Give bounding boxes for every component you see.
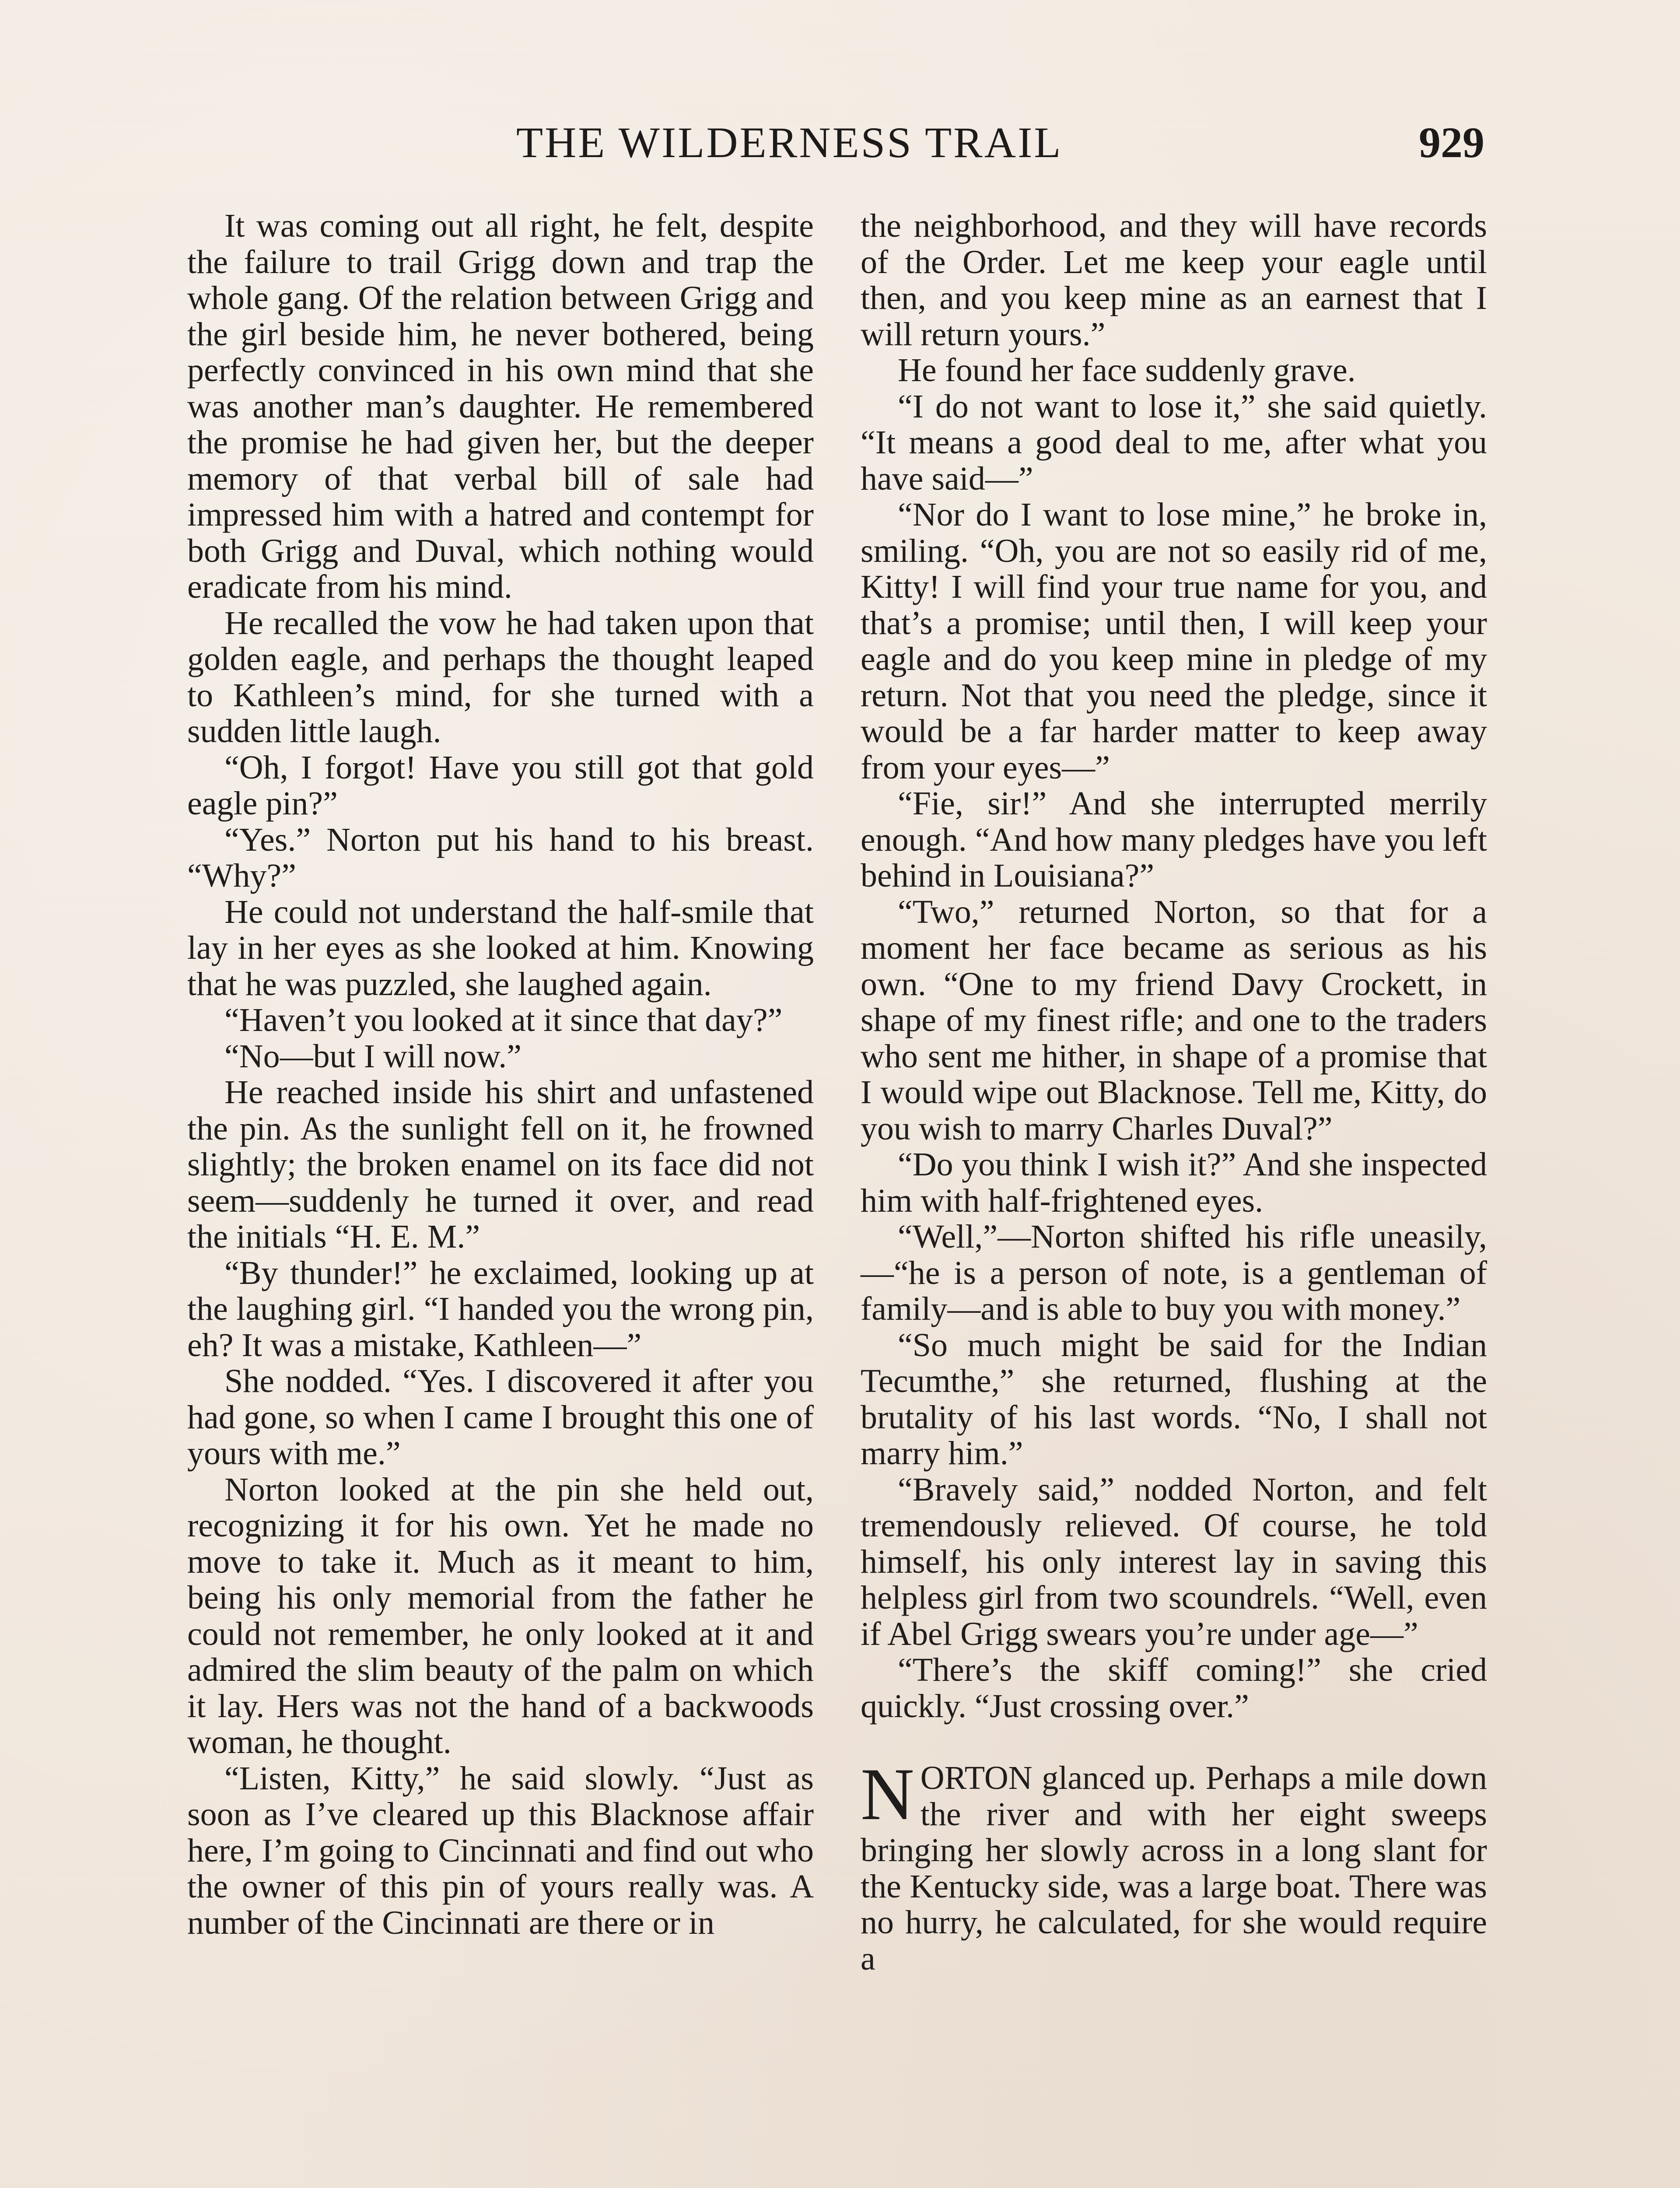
section-paragraph-text: ORTON glanced up. Perhaps a mile down the river and with her eight sweeps bringing her slowly across in a long slant for the Kentucky side, was a large boat. There was no hurry, he calculated, for she would require a [861, 1760, 1487, 1977]
paragraph: “Do you think I wish it?” And she inspected him with half-frightened eyes. [861, 1146, 1487, 1219]
left-text-column [187, 208, 814, 1941]
paragraph: “Bravely said,” nodded Norton, and felt tremendously relieved. Of course, he told himself, his only interest lay in saving this helpless girl from two scoundrels. “Well, even if Abel Grigg swears you’re under age—” [861, 1471, 1487, 1652]
paragraph: “So much might be said for the Indian Tecumthe,” she returned, flushing at the brutality of his last words. “No, I shall not marry him.” [861, 1326, 1487, 1472]
paragraph: He recalled the vow he had taken upon that golden eagle, and perhaps the thought leaped to Kathleen’s mind, for she turned with a sudden little laugh. [187, 604, 814, 750]
paragraph: “Haven’t you looked at it since that day?” [224, 1002, 783, 1038]
paragraph: He reached inside his shirt and unfastened the pin. As the sunlight fell on it, he frowned slightly; the broken enamel on its face did not seem—suddenly he turned it over, and read the initials “H. E. M.” [187, 1074, 814, 1255]
paragraph: “Two,” returned Norton, so that for a moment her face became as serious as his own. “One to my friend Davy Crockett, in shape of my finest rifle; and one to the traders who sent me hither, in shape of a promise that I would wipe out Blacknose. Tell me, Kitty, do you wish to marry Charles Duval?” [861, 893, 1487, 1147]
page-number: 929 [1419, 118, 1484, 167]
paragraph: “No—but I will now.” [224, 1038, 522, 1075]
paragraph: “Listen, Kitty,” he said slowly. “Just as soon as I’ve cleared up this Blacknose affair here, I’m going to Cincinnati and find out who the owner of this pin of yours really was. A number of the Cincinnati are there or in [187, 1760, 814, 1941]
paragraph: “Well,”—Norton shifted his rifle uneasily,—“he is a person of note, is a gentleman of family—and is able to buy you with money.” [861, 1218, 1487, 1327]
paragraph: He found her face suddenly grave. [898, 352, 1356, 389]
section-break [861, 1724, 1487, 1760]
right-text-column [861, 208, 1487, 1977]
drop-cap: N [861, 1753, 914, 1835]
paragraph: “There’s the skiff coming!” she cried quickly. “Just crossing over.” [861, 1652, 1487, 1725]
paragraph: “I do not want to lose it,” she said quietly. “It means a good deal to me, after what you have said—” [861, 388, 1487, 497]
paragraph: He could not understand the half-smile that lay in her eyes as she looked at him. Knowing that he was puzzled, she laughed again. [187, 893, 814, 1003]
paragraph: the neighborhood, and they will have records of the Order. Let me keep your eagle until then, and you keep mine as an earnest that I will return yours.” [861, 207, 1487, 353]
paragraph: It was coming out all right, he felt, despite the failure to trail Grigg down and trap the whole gang. Of the relation between Grigg and the girl beside him, he never bothered, being perfectly convinced in his own mind that she was another man’s daughter. He remembered the promise he had given her, but the deeper memory of that verbal bill of sale had impressed him with a hatred and contempt for both Grigg and Duval, which nothing would eradicate from his mind. [187, 207, 814, 605]
section-opening-paragraph [861, 1753, 1487, 1977]
running-head-title: THE WILDERNESS TRAIL [516, 118, 1063, 167]
paragraph: “Yes.” Norton put his hand to his breast. “Why?” [187, 821, 814, 894]
paragraph: “By thunder!” he exclaimed, looking up at the laughing girl. “I handed you the wrong pin, eh? It was a mistake, Kathleen—” [187, 1254, 814, 1364]
paragraph: She nodded. “Yes. I discovered it after you had gone, so when I came I brought this one of yours with me.” [187, 1363, 814, 1472]
paragraph: “Oh, I forgot! Have you still got that gold eagle pin?” [187, 749, 814, 822]
paragraph: “Fie, sir!” And she interrupted merrily enough. “And how many pledges have you left behind in Louisiana?” [861, 785, 1487, 894]
paragraph: “Nor do I want to lose mine,” he broke in, smiling. “Oh, you are not so easily rid of me, Kitty! I will find your true name for you, and that’s a promise; until then, I will keep your eagle and do you keep mine in pledge of my return. Not that you need the pledge, since it would be a far harder matter to keep away from your eyes—” [861, 496, 1487, 786]
paragraph: Norton looked at the pin she held out, recognizing it for his own. Yet he made no move to take it. Much as it meant to him, being his only memorial from the father he could not remember, he only looked at it and admired the slim beauty of the palm on which it lay. Hers was not the hand of a backwoods woman, he thought. [187, 1471, 814, 1760]
